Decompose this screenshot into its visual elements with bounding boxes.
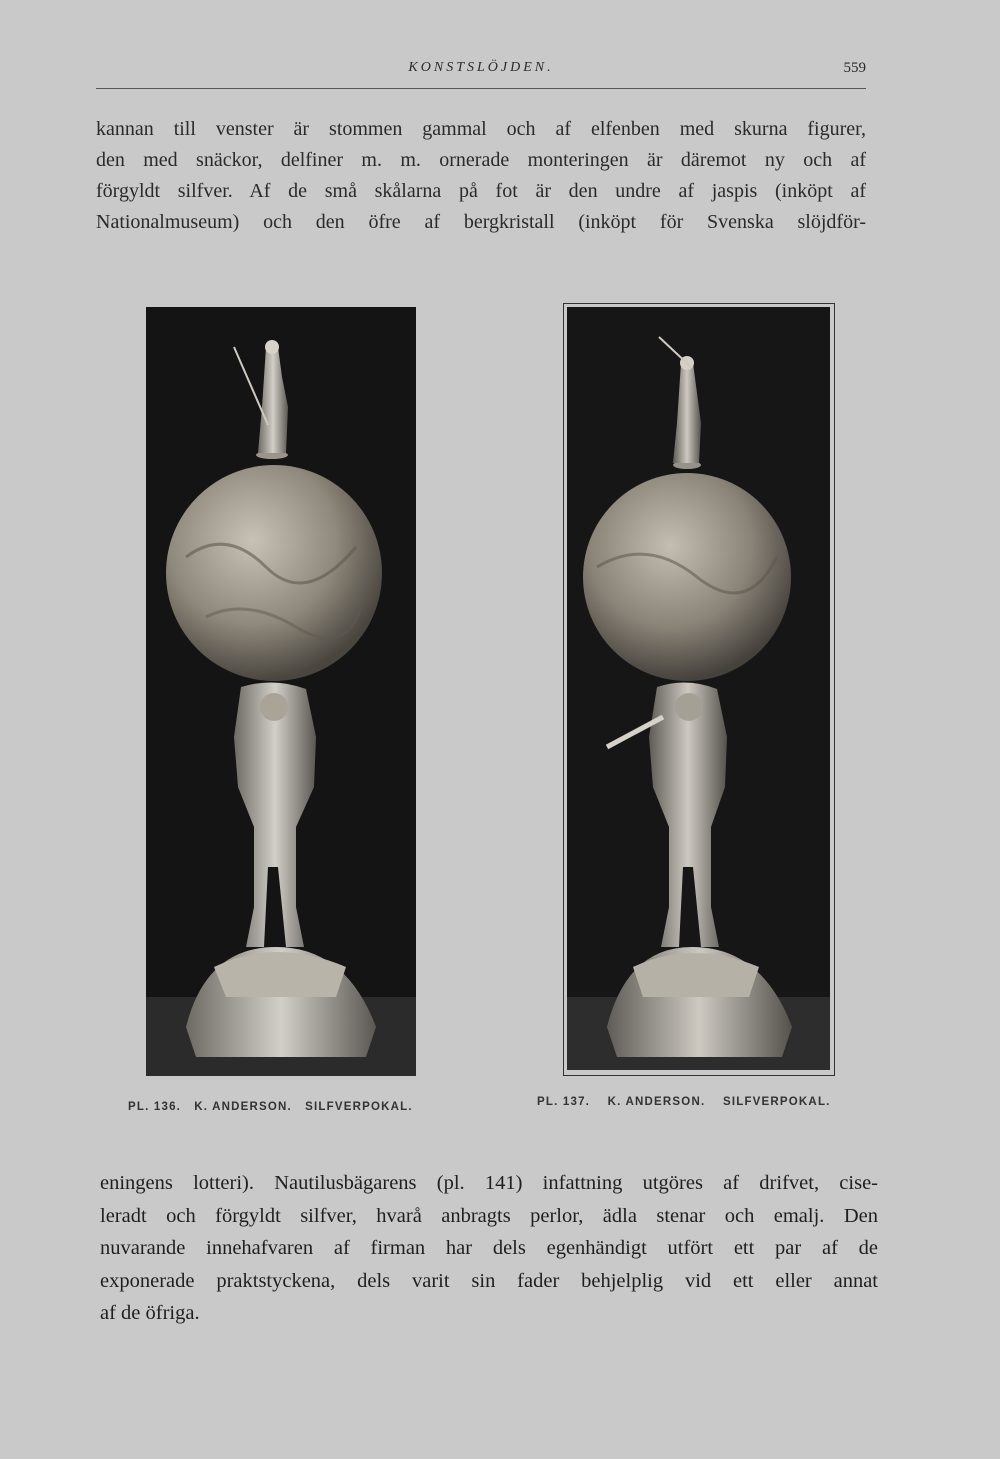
- silver-goblet-figure-image: [567, 307, 830, 1070]
- plate-number: PL. 137.: [537, 1096, 591, 1108]
- text-line: förgyldt silfver. Af de små skålarna på fot är den undre af jaspis (inköpt af: [96, 180, 866, 202]
- plate-title: SILFVERPOKAL.: [722, 1096, 831, 1108]
- text-line: af de öfriga.: [100, 1302, 200, 1324]
- text-line: Nationalmuseum) och den öfre af bergkristall (inköpt för Svenska slöjdför-: [96, 211, 866, 233]
- silver-goblet-figure-image: [146, 307, 416, 1076]
- plate-136-photograph: [146, 307, 416, 1076]
- text-line: exponerade praktstyckena, dels varit sin fader behjelplig vid ett eller annat: [100, 1269, 878, 1292]
- plate-title: SILFVERPOKAL.: [305, 1101, 413, 1113]
- plate-maker: K. ANDERSON.: [194, 1101, 292, 1113]
- text-line: den med snäckor, delfiner m. m. ornerade monteringen är däremot ny och af: [96, 149, 866, 171]
- plate-number: PL. 136.: [128, 1101, 182, 1113]
- text-line: eningens lotteri). Nautilusbägarens (pl. 141) infattning utgöres af drifvet, cise-: [100, 1172, 878, 1194]
- text-line: nuvarande innehafvaren af firman har dels egenhändigt utfört ett par af de: [100, 1237, 878, 1259]
- text-line: kannan till venster är stommen gammal och af elfenben med skurna figurer,: [96, 118, 866, 140]
- text-line: leradt och förgyldt silfver, hvarå anbragts perlor, ädla stenar och emalj. Den: [100, 1204, 878, 1227]
- running-title: KONSTSLÖJDEN.: [408, 60, 554, 75]
- body-paragraph-top: [96, 114, 866, 238]
- body-paragraph-bottom: [100, 1167, 878, 1330]
- plate-137-photograph: [567, 307, 830, 1070]
- page-number: 559: [843, 60, 866, 76]
- plate-136-caption: [128, 1101, 413, 1113]
- plate-maker: K. ANDERSON.: [607, 1096, 706, 1108]
- page-header: [96, 54, 866, 89]
- plate-137-caption: [537, 1096, 831, 1108]
